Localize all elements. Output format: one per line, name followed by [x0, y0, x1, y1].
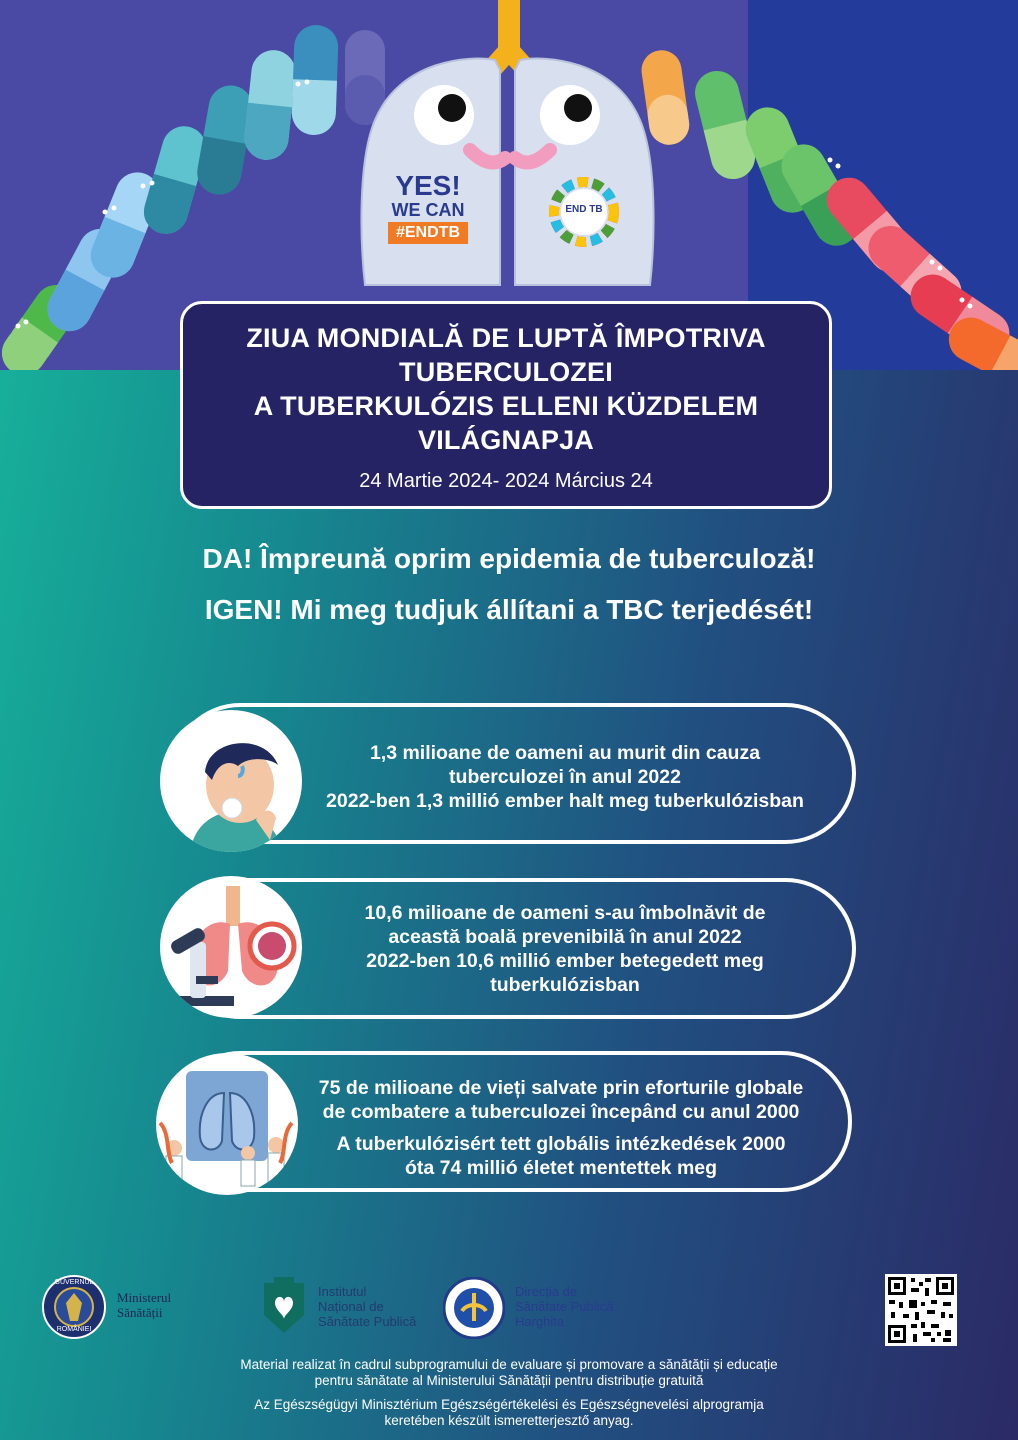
dsp-line-1: Direcția de	[515, 1284, 578, 1299]
ministry-line-1: Ministerul	[117, 1290, 172, 1305]
yes-we-can-badge	[388, 172, 468, 244]
dsp-line-3: Harghita	[515, 1314, 565, 1329]
footer-hu-line-1: Az Egészségügyi Minisztérium Egészségértékelési és Egészségnevelési alprogramja	[254, 1397, 764, 1412]
stat-text-2	[300, 901, 830, 997]
coughing-man-icon	[160, 710, 302, 852]
title-line-2: TUBERCULOZEI	[399, 357, 613, 387]
ministry-seal-bottom-text: ROMÂNIEI	[56, 1326, 92, 1333]
insp-logo-icon	[262, 1275, 306, 1335]
stat-text-3	[296, 1076, 826, 1180]
insp-line-3: Sănătate Publică	[318, 1314, 417, 1329]
ministry-line-2: Sănătății	[117, 1305, 163, 1320]
stat-1-line-1: 1,3 milioane de oameni au murit din cauza	[369, 742, 761, 764]
stat-2-line-2: această boală prevenibilă în anul 2022	[388, 926, 742, 948]
badge-we-can: WE CAN	[391, 200, 465, 220]
slogan-hu: IGEN! Mi meg tudjuk állítani a TBC terjedését!	[204, 594, 814, 625]
dsp-logo-icon	[443, 1277, 505, 1339]
stat-3-line-3: A tuberkulózisért tett globális intézkedések 2000	[336, 1133, 786, 1155]
qr-code[interactable]	[885, 1274, 957, 1346]
badge-yes: YES!	[395, 170, 461, 201]
title-line-1: ZIUA MONDIALĂ DE LUPTĂ ÎMPOTRIVA	[246, 323, 766, 353]
title-line-3: A TUBERKULÓZIS ELLENI KÜZDELEM	[253, 391, 759, 421]
insp-line-2: Național de	[318, 1299, 384, 1314]
event-date: 24 Martie 2024- 2024 Március 24	[359, 470, 653, 492]
stat-2-line-3: 2022-ben 10,6 millió ember betegedett meg	[366, 950, 764, 972]
stat-1-line-3: 2022-ben 1,3 millió ember halt meg tuberkulózisban	[326, 790, 804, 812]
ministry-name	[117, 1290, 171, 1320]
stat-1-line-2: tuberculozei în anul 2022	[449, 766, 681, 788]
insp-name	[318, 1284, 416, 1329]
stat-3-line-1: 75 de milioane de vieți salvate prin eforturile globale	[318, 1077, 804, 1099]
microscope-lungs-icon	[160, 876, 302, 1018]
title-line-4: VILÁGNAPJA	[417, 425, 595, 455]
badge-endtb-tag: #ENDTB	[388, 222, 468, 244]
title-box	[180, 301, 832, 509]
dsp-name	[515, 1284, 613, 1329]
footer-hu-line-2: keretében készült ismeretterjesztő anyag.	[384, 1413, 634, 1428]
stat-2-line-1: 10,6 milioane de oameni s-au îmbolnăvit de	[364, 902, 766, 924]
footer-ro-line-2: pentru sănătate al Ministerului Sănătății pentru distribuție gratuită	[314, 1373, 704, 1388]
footer-hu	[0, 1397, 1018, 1429]
stat-text-1	[300, 741, 830, 813]
stat-3-line-2: de combatere a tuberculozei începând cu anul 2000	[322, 1101, 800, 1123]
footer-ro-line-1: Material realizat în cadrul subprogramului de evaluare și promovare a sănătății și educație	[240, 1357, 778, 1372]
lung-xray-doctors-icon	[156, 1053, 298, 1195]
stat-2-line-4: tuberkulózisban	[490, 974, 640, 996]
footer-ro	[0, 1357, 1018, 1389]
stat-3-line-4: óta 74 millió életet mentettek meg	[404, 1157, 718, 1179]
slogan-ro: DA! Împreună oprim epidemia de tuberculoză!	[202, 543, 816, 574]
ministry-seal-top-text: GUVERNUL	[54, 1279, 94, 1286]
insp-line-1: Institutul	[318, 1284, 367, 1299]
dsp-line-2: Sănătate Publică	[515, 1299, 614, 1314]
endtb-wheel-label: END TB	[565, 204, 603, 215]
